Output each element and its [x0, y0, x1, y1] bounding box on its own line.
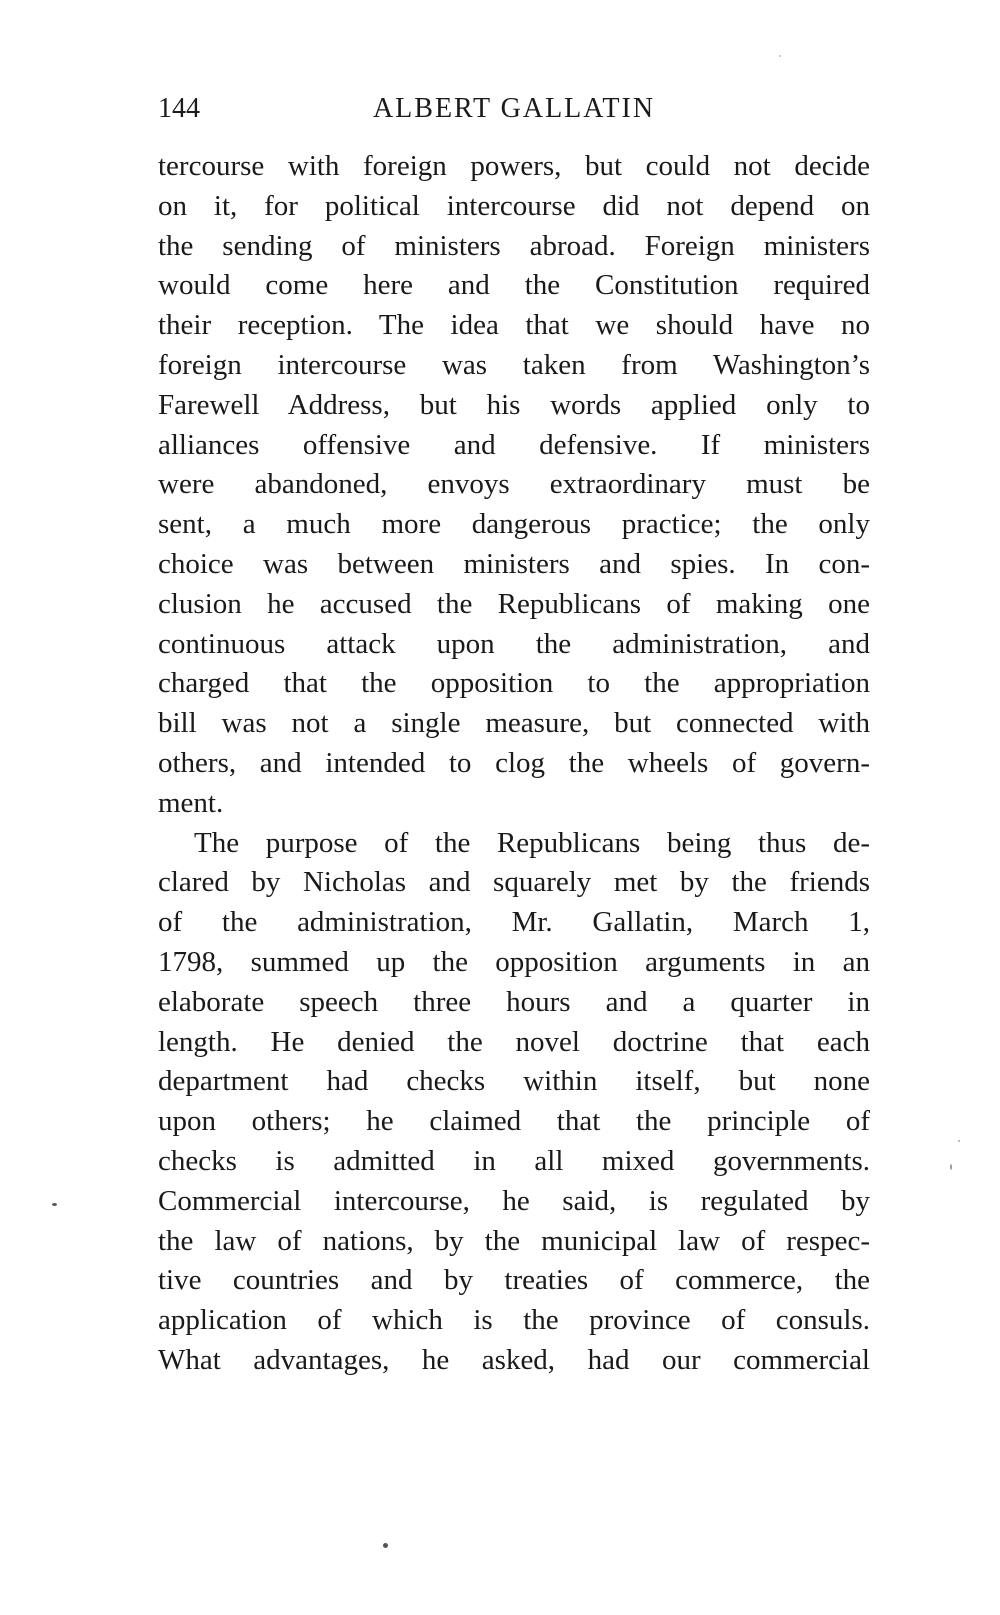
text-line: length. He denied the novel doctrine that each	[158, 1025, 870, 1058]
dust-speck	[950, 1164, 952, 1170]
text-line: their reception. The idea that we should have no	[158, 309, 870, 342]
text-line: choice was between ministers and spies. In con-	[158, 547, 870, 580]
text-line: The purpose of the Republicans being thus de-	[194, 826, 870, 859]
text-line: bill was not a single measure, but connected with	[158, 707, 870, 740]
text-line: upon others; he claimed that the principle of	[158, 1105, 870, 1138]
text-line: What advantages, he asked, had our commercial	[158, 1343, 870, 1376]
text-line: would come here and the Constitution required	[158, 269, 870, 302]
text-line: the law of nations, by the municipal law of respec-	[158, 1224, 870, 1257]
book-title: ALBERT GALLATIN	[372, 93, 656, 124]
dust-speck	[383, 1543, 388, 1548]
text-line: Commercial intercourse, he said, is regulated by	[158, 1184, 870, 1217]
text-line: on it, for political intercourse did not depend on	[158, 189, 870, 222]
text-line: application of which is the province of consuls.	[158, 1304, 870, 1337]
page-number: 144	[158, 93, 200, 124]
text-line: ment.	[158, 786, 224, 819]
text-line: alliances offensive and defensive. If ministers	[158, 428, 870, 461]
text-line: of the administration, Mr. Gallatin, March 1,	[158, 906, 870, 939]
text-line: others, and intended to clog the wheels of govern-	[158, 746, 870, 779]
body-text	[158, 147, 870, 1381]
text-line: Farewell Address, but his words applied only to	[158, 388, 870, 421]
text-line: tercourse with foreign powers, but could not decide	[158, 150, 870, 182]
dust-speck	[779, 55, 781, 57]
text-line: the sending of ministers abroad. Foreign ministers	[158, 229, 870, 262]
text-line: tive countries and by treaties of commerce, the	[158, 1264, 870, 1297]
text-line: checks is admitted in all mixed governments.	[158, 1144, 870, 1177]
text-line: clusion he accused the Republicans of making one	[158, 587, 870, 620]
text-line: continuous attack upon the administration, and	[158, 627, 870, 660]
text-line: charged that the opposition to the appropriation	[158, 667, 870, 700]
text-line: foreign intercourse was taken from Washington’s	[158, 348, 870, 381]
text-line: department had checks within itself, but none	[158, 1065, 870, 1098]
dust-speck	[52, 1203, 57, 1206]
text-line: were abandoned, envoys extraordinary must be	[158, 468, 870, 501]
dust-speck	[958, 1140, 960, 1142]
running-head	[158, 92, 870, 126]
text-line: clared by Nicholas and squarely met by the friends	[158, 866, 870, 899]
text-line: sent, a much more dangerous practice; the only	[158, 508, 870, 541]
text-line: 1798, summed up the opposition arguments in an	[158, 945, 870, 978]
text-line: elaborate speech three hours and a quarter in	[158, 985, 870, 1018]
